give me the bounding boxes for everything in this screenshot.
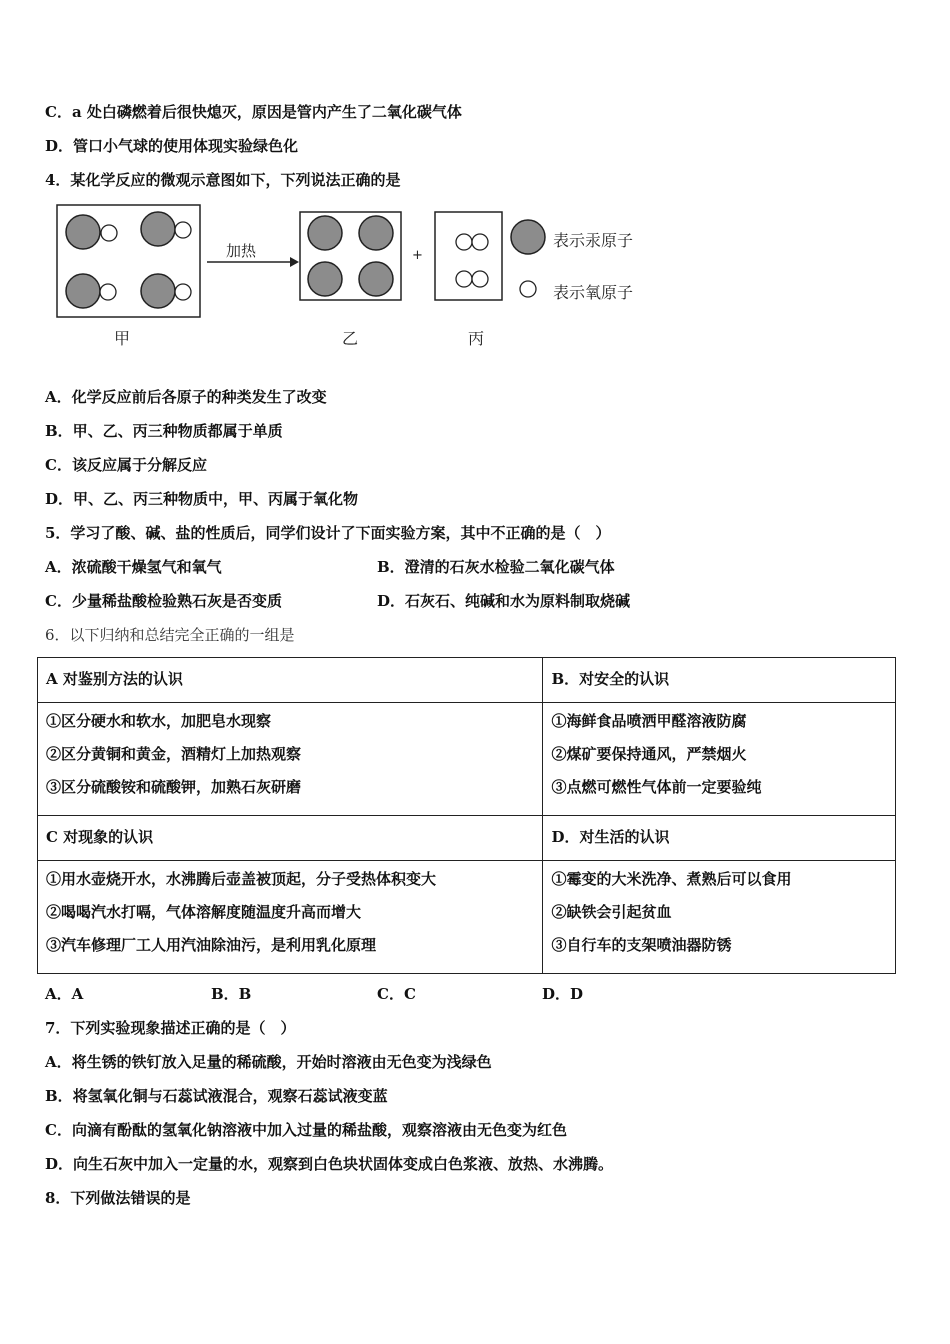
q4-option-a: A．化学反应前后各原子的种类发生了改变 bbox=[45, 388, 327, 406]
label-yi: 乙 bbox=[342, 329, 359, 348]
table-body-c bbox=[38, 861, 543, 974]
mercury-atom bbox=[359, 216, 393, 250]
q5-stem: 5．学习了酸、碱、盐的性质后，同学们设计了下面实验方案，其中不正确的是（ ） bbox=[45, 524, 611, 542]
arrow-head bbox=[290, 257, 299, 267]
label-jia: 甲 bbox=[114, 329, 131, 348]
q6-stem: 6．以下归纳和总结完全正确的一组是 bbox=[45, 626, 295, 644]
legend-oxygen-text: 表示氧原子 bbox=[553, 283, 634, 302]
q6-table bbox=[37, 657, 896, 974]
table-a-item: ③区分硫酸铵和硫酸钾，加熟石灰研磨 bbox=[46, 778, 302, 796]
legend-mercury-text: 表示汞原子 bbox=[553, 231, 634, 250]
q6-option-a: A．A bbox=[45, 985, 84, 1003]
table-body-b bbox=[543, 703, 896, 816]
table-a-item: ②区分黄铜和黄金，酒精灯上加热观察 bbox=[46, 745, 302, 763]
table-b-item: ②煤矿要保持通风，严禁烟火 bbox=[551, 745, 747, 763]
q3-option-c: C．a 处白磷燃着后很快熄灭，原因是管内产生了二氧化碳气体 bbox=[45, 103, 462, 121]
table-head-c: C 对现象的认识 bbox=[38, 816, 543, 861]
q4-option-b: B．甲、乙、丙三种物质都属于单质 bbox=[45, 422, 283, 440]
table-a-item: ①区分硬水和软水，加肥皂水现察 bbox=[46, 712, 272, 730]
mercury-atom bbox=[359, 262, 393, 296]
table-b-item: ①海鲜食品喷洒甲醛溶液防腐 bbox=[551, 712, 747, 730]
q6-option-b: B．B bbox=[211, 985, 252, 1003]
q8-stem: 8．下列做法错误的是 bbox=[45, 1189, 191, 1207]
mercury-atom bbox=[308, 262, 342, 296]
box-bing bbox=[435, 212, 502, 300]
q5-option-a: A．浓硫酸干燥氢气和氧气 bbox=[45, 558, 222, 576]
arrow-label: 加热 bbox=[226, 242, 257, 260]
q5-option-c: C．少量稀盐酸检验熟石灰是否变质 bbox=[45, 592, 282, 610]
q7-option-b: B．将氢氧化铜与石蕊试液混合，观察石蕊试液变蓝 bbox=[45, 1087, 388, 1105]
table-body-d bbox=[543, 861, 896, 974]
table-head-d: D．对生活的认识 bbox=[543, 816, 896, 861]
table-c-item: ②喝喝汽水打嗝，气体溶解度随温度升高而增大 bbox=[46, 903, 362, 921]
plus-sign: + bbox=[412, 248, 423, 263]
q5-option-d: D．石灰石、纯碱和水为原料制取烧碱 bbox=[377, 592, 631, 610]
q4-option-c: C．该反应属于分解反应 bbox=[45, 456, 207, 474]
q5-option-b: B．澄清的石灰水检验二氧化碳气体 bbox=[377, 558, 615, 576]
legend-mercury-icon bbox=[511, 220, 545, 254]
legend-oxygen-icon bbox=[520, 281, 536, 297]
table-body-a bbox=[38, 703, 543, 816]
q6-option-c: C．C bbox=[377, 985, 416, 1003]
reaction-diagram bbox=[40, 200, 720, 360]
q4-option-d: D．甲、乙、丙三种物质中，甲、丙属于氧化物 bbox=[45, 490, 359, 508]
table-d-item: ①霉变的大米洗净、煮熟后可以食用 bbox=[551, 870, 792, 888]
q7-option-d: D．向生石灰中加入一定量的水，观察到白色块状固体变成白色浆液、放热、水沸腾。 bbox=[45, 1155, 614, 1173]
label-bing: 丙 bbox=[468, 329, 485, 348]
q4-stem: 4．某化学反应的微观示意图如下，下列说法正确的是 bbox=[45, 171, 401, 189]
mercury-atom bbox=[308, 216, 342, 250]
table-d-item: ③自行车的支架喷油器防锈 bbox=[551, 936, 732, 954]
table-c-item: ③汽车修理厂工人用汽油除油污，是利用乳化原理 bbox=[46, 936, 377, 954]
table-d-item: ②缺铁会引起贫血 bbox=[551, 903, 672, 921]
table-b-item: ③点燃可燃性气体前一定要验纯 bbox=[551, 778, 762, 796]
table-c-item: ①用水壶烧开水，水沸腾后壶盖被顶起，分子受热体积变大 bbox=[46, 870, 437, 888]
q3-option-d: D．管口小气球的使用体现实验绿色化 bbox=[45, 137, 299, 155]
q7-option-a: A．将生锈的铁钉放入足量的稀硫酸，开始时溶液由无色变为浅绿色 bbox=[45, 1053, 492, 1071]
q7-stem: 7．下列实验现象描述正确的是（ ） bbox=[45, 1019, 296, 1037]
table-head-a: A 对鉴别方法的认识 bbox=[38, 658, 543, 703]
q6-option-d: D．D bbox=[542, 985, 584, 1003]
q7-option-c: C．向滴有酚酞的氢氧化钠溶液中加入过量的稀盐酸，观察溶液由无色变为红色 bbox=[45, 1121, 567, 1139]
table-head-b: B．对安全的认识 bbox=[543, 658, 896, 703]
